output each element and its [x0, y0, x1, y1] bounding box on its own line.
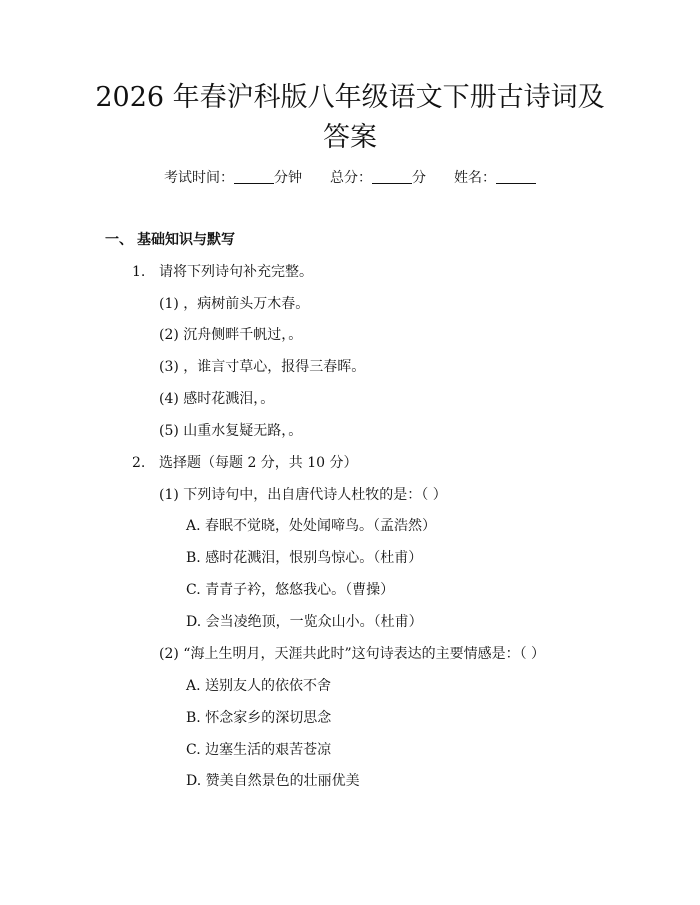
total-score-field — [330, 168, 426, 188]
question-1-item: (1) ，病树前头万木春。 — [159, 296, 310, 312]
total-score-blank — [372, 169, 412, 184]
exam-time-field — [164, 168, 302, 188]
answer-option: B. 感时花溅泪，恨别鸟惊心。（杜甫） — [186, 550, 423, 566]
section-title: 基础知识与默写 — [137, 232, 235, 248]
question-1-item: (4) 感时花溅泪，。 — [159, 391, 275, 407]
question-2 — [132, 453, 358, 473]
student-name-blank — [496, 169, 536, 184]
question-1-number: 1. — [132, 264, 146, 280]
answer-option: D. 会当凌绝顶，一览众山小。（杜甫） — [186, 614, 423, 630]
question-1-item: (3) ，谁言寸草心，报得三春晖。 — [159, 359, 366, 375]
question-1-prompt: 请将下列诗句补充完整。 — [159, 264, 313, 280]
question-1-item: (2) 沉舟侧畔千帆过，。 — [159, 327, 303, 343]
question-1-item: (5) 山重水复疑无路，。 — [159, 423, 303, 439]
answer-option: A. 春眠不觉晓，处处闻啼鸟。（孟浩然） — [186, 518, 437, 534]
answer-option: C. 青青子衿，悠悠我心。（曹操） — [186, 582, 395, 598]
student-name-label: 姓名： — [454, 170, 496, 186]
exam-time-label: 考试时间： — [164, 170, 234, 186]
answer-option: D. 赞美自然景色的壮丽优美 — [186, 773, 360, 789]
question-2-sub1-stem: (1) 下列诗句中，出自唐代诗人杜牧的是：（ ） — [159, 487, 447, 503]
exam-info-row — [0, 168, 700, 188]
question-2-sub2-stem: (2) “海上生明月，天涯共此时”这句诗表达的主要情感是：（ ） — [159, 646, 546, 662]
total-score-label: 总分： — [330, 170, 372, 186]
exam-time-blank — [234, 169, 274, 184]
question-2-number: 2. — [132, 455, 146, 471]
exam-time-unit: 分钟 — [274, 170, 302, 186]
section-number: 一、 — [105, 232, 133, 248]
total-score-unit: 分 — [412, 170, 426, 186]
section-heading — [105, 230, 235, 250]
question-2-prompt: 选择题（每题 2 分，共 10 分） — [159, 455, 358, 471]
page-title: 2026 年春沪科版八年级语文下册古诗词及答案 — [95, 82, 605, 153]
answer-option: C. 边塞生活的艰苦苍凉 — [186, 742, 332, 758]
question-1 — [132, 262, 313, 282]
answer-option: B. 怀念家乡的深切思念 — [186, 710, 332, 726]
answer-option: A. 送别友人的依依不舍 — [186, 678, 332, 694]
student-name-field — [454, 168, 536, 188]
